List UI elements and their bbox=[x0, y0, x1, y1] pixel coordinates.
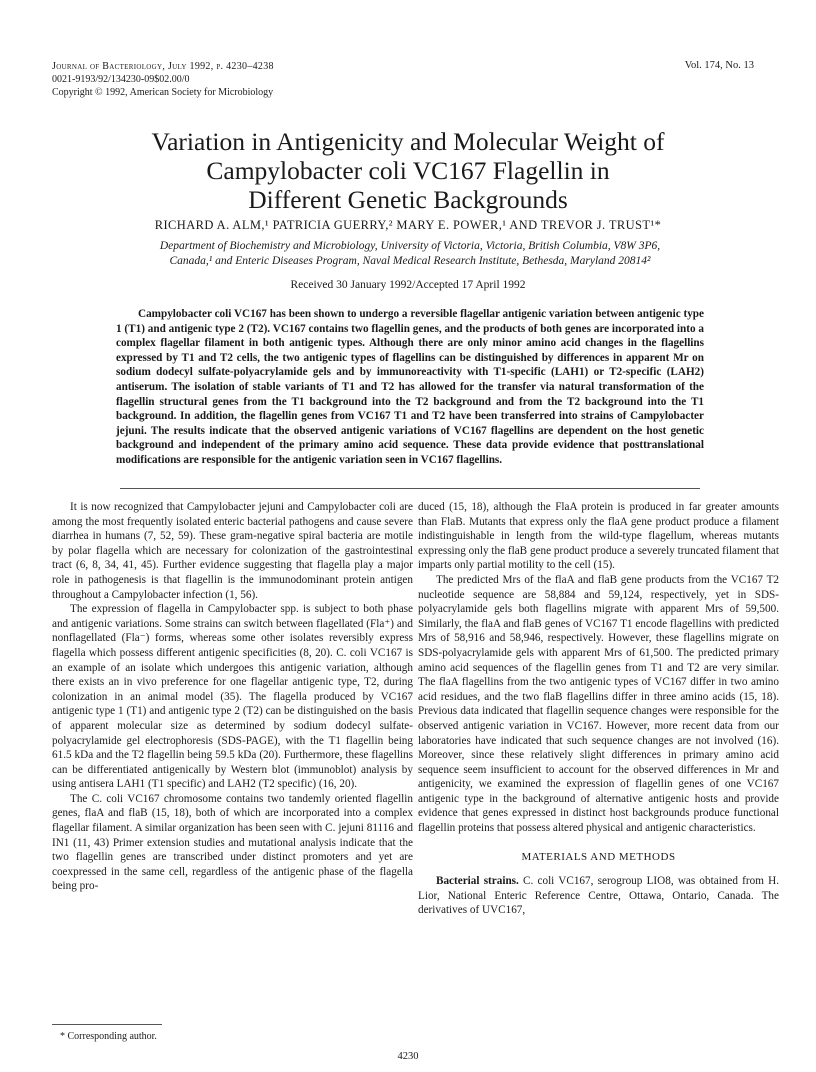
journal-header bbox=[52, 60, 274, 99]
right-column bbox=[418, 500, 779, 918]
intro-paragraph-2: The expression of flagella in Campylobacter spp. is subject to both phase and antigenic variations. Some strains can switch between flagellated (Fla⁺) and nonflagellated (Fla⁻) forms, whereas some other isolates reversibly express flagella which possess different antigenic specificities (8, 20). C. coli VC167 is an example of an isolate which undergoes this antigenic variation, although there exists an in vivo preference for one flagellar antigenic type, T2, during colonization in an animal model (35). The flagella produced by VC167 antigenic type 1 (T1) and antigenic type 2 (T2) can be distinguished on the basis of apparent molecular size as determined by sodium dodecyl sulfate-polyacrylamide gel electrophoresis (SDS-PAGE), with the T1 flagellin being 61.5 kDa and the T2 flagellin being 59.5 kDa (20). Furthermore, these flagellins can be differentiated antigenically by Western blot (immunoblot) analysis by using antisera LAH1 (T1 specific) and LAH2 (T2 specific) (16, 20). bbox=[52, 603, 413, 791]
strains-subheading: Bacterial strains. bbox=[436, 875, 519, 888]
affiliation-line-2: Canada,¹ and Enteric Diseases Program, Naval Medical Research Institute, Bethesda, Maryland 20814² bbox=[169, 255, 651, 267]
strains-paragraph bbox=[418, 874, 779, 918]
title-line-1: Variation in Antigenicity and Molecular Weight of bbox=[151, 127, 665, 156]
affiliations bbox=[104, 239, 716, 269]
title-line-3: Different Genetic Backgrounds bbox=[248, 185, 568, 214]
journal-code: 0021-9193/92/134230-09$02.00/0 bbox=[52, 74, 190, 85]
strains-text: C. coli VC167, serogroup LIO8, was obtained from H. Lior, National Enteric Reference Centre, Ottawa, Ontario, Canada. The derivatives of UVC167, bbox=[418, 875, 780, 917]
received-dates: Received 30 January 1992/Accepted 17 April 1992 bbox=[290, 279, 526, 291]
intro-paragraph-4: The predicted Mrs of the flaA and flaB gene products from the VC167 T2 nucleotide sequence are 58,884 and 59,124, respectively, yet in SDS-polyacrylamide gels both flagellins migrate with apparent Mrs of 59,500. Similarly, the flaA and flaB genes of VC167 T1 encode flagellins with predicted Mrs of 58,916 and 58,946, respectively. However, these flagellins migrate on SDS-polyacrylamide gels with apparent Mrs of 61,500. The predicted primary amino acid sequences of the flagellin genes from T1 and T2 are very similar. The flaA flagellins from the two antigenic types of VC167 differ in two amino acid residues, and the two flaB flagellins differ in three amino acids (15, 18). Previous data indicated that flagellin sequence changes were responsible for the observed antigenic variation in VC167. However, more recent data from our laboratories have indicated that such sequence changes are not involved (16). Moreover, since these relatively slight differences in primary amino acid sequence seem insufficient to account for the observed differences in Mr and antigenicity, we examined the expression of flagellin genes of one VC167 antigenic type in the background of alternative antigenic hosts and provide evidence that genes expressed in distinct host backgrounds produce functional flagellin proteins that possess altered physical and antigenic characteristics. bbox=[418, 573, 779, 835]
intro-paragraph-3: The C. coli VC167 chromosome contains two tandemly oriented flagellin genes, flaA and flaB (15, 18), both of which are incorporated into a complex flagellar filament. A similar organization has been seen with C. jejuni 81116 and IN1 (11, 43) Primer extension studies and mutational analysis indicate that the two flagellin genes are transcribed under distinct promoters and yet are coexpressed in the same cell, regardless of the antigenic phase of the flagella being pro- bbox=[52, 792, 413, 893]
footnote: * Corresponding author. bbox=[60, 1031, 157, 1042]
journal-citation: Journal of Bacteriology, July 1992, p. 4230–4238 bbox=[52, 61, 274, 72]
left-column bbox=[52, 500, 413, 894]
intro-paragraph-1: It is now recognized that Campylobacter jejuni and Campylobacter coli are among the most frequently isolated enteric bacterial pathogens and cause severe diarrhea in humans (7, 52, 59). These gram-negative spiral bacteria are motile by polar flagella which are necessary for colonization of the gastrointestinal tract (6, 8, 34, 41, 45). Further evidence suggesting that flagella play a major role in pathogenesis is that flagellin is the immunodominant protein antigen throughout a Campylobacter infection (1, 56). bbox=[52, 501, 413, 601]
title-line-2: Campylobacter coli VC167 Flagellin in bbox=[206, 156, 610, 185]
section-heading-methods: MATERIALS AND METHODS bbox=[521, 850, 676, 863]
abstract bbox=[116, 307, 704, 468]
article-title bbox=[60, 127, 756, 214]
intro-paragraph-3-cont: duced (15, 18), although the FlaA protein is produced in far greater amounts than FlaB. Mutants that express only the flaA gene product produce a filament indistinguishable in length from the wild-type flagellum, whereas mutants expressing only the flaB gene product produce a severely truncated filament that imparts only partial motility to the cell (15). bbox=[418, 501, 779, 572]
copyright-line: Copyright © 1992, American Society for Microbiology bbox=[52, 87, 274, 98]
abstract-divider bbox=[120, 488, 700, 489]
abstract-text: Campylobacter coli VC167 has been shown to undergo a reversible flagellar antigenic variation between antigenic type 1 (T1) and antigenic type 2 (T2). VC167 contains two flagellin genes, and the products of both genes are incorporated into a complex flagellar filament in both antigenic types. Although there are only minor amino acid changes in the flagellins expressed by T1 and T2 cells, the two antigenic types of flagellins can be distinguished by differences in apparent Mr on sodium dodecyl sulfate-polyacrylamide gels and by immunoreactivity with T1-specific (LAH1) or T2-specific (LAH2) antiserum. The isolation of stable variants of T1 and T2 has allowed for the transfer via natural transformation of the flagellin structural genes from the T1 background into the T2 background and from the T2 background into the T1 background. In addition, the flagellin genes from VC167 T1 and T2 have been transferred into strains of Campylobacter jejuni. The results indicate that the observed antigenic variations of VC167 flagellins are dependent on the host genetic background and independent of the primary amino acid sequence. These data provide evidence that posttranslational modifications are responsible for the antigenic variation seen in VC167 flagellins. bbox=[116, 308, 704, 466]
volume-info: Vol. 174, No. 13 bbox=[684, 60, 754, 71]
page-number: 4230 bbox=[397, 1051, 419, 1062]
affiliation-line-1: Department of Biochemistry and Microbiology, University of Victoria, Victoria, British Columbia, V8W 3P6, bbox=[159, 240, 661, 252]
author-list: RICHARD A. ALM,¹ PATRICIA GUERRY,² MARY E. POWER,¹ AND TREVOR J. TRUST¹* bbox=[154, 218, 662, 232]
footnote-divider bbox=[52, 1024, 162, 1025]
